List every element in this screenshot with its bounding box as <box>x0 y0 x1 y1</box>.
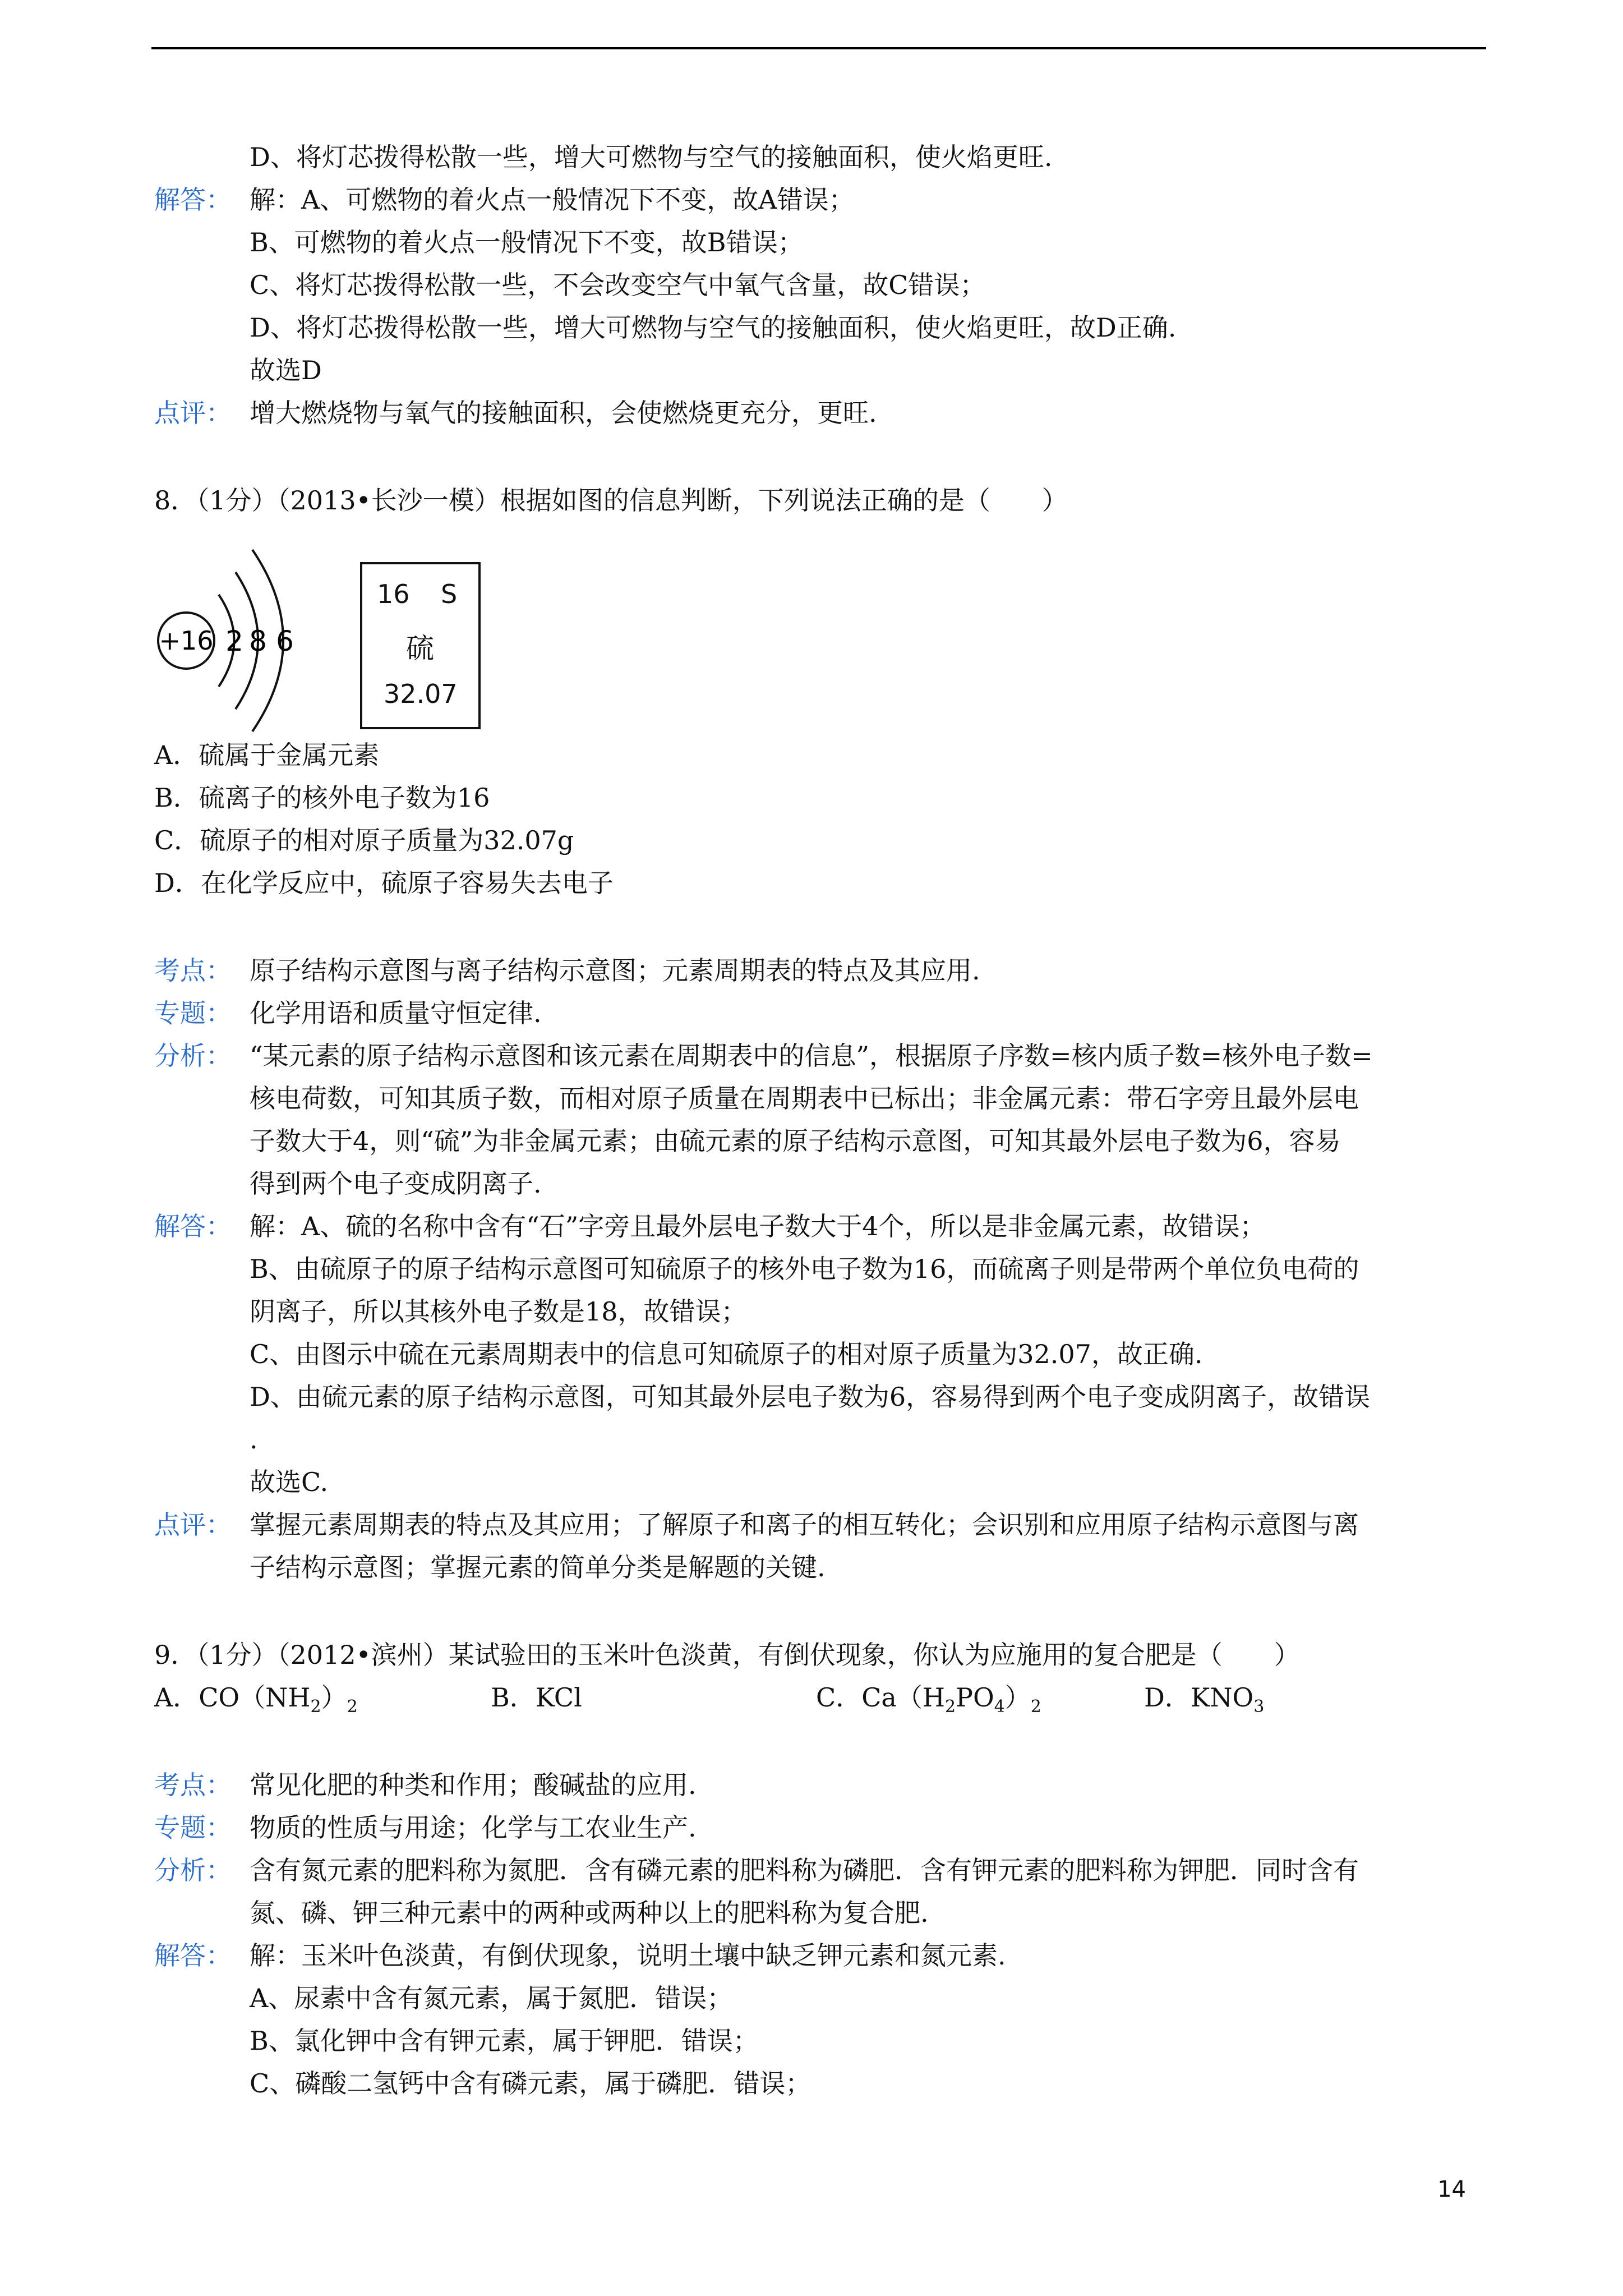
text-line-q7-ans-1 <box>154 183 854 217</box>
periodic-table-tile <box>360 562 481 729</box>
line-text: 故选D <box>250 355 322 385</box>
text-line-q8-ans-1 <box>154 1209 1266 1243</box>
line-text: . <box>250 1424 258 1455</box>
line-text: 8．（1分）（2013•长沙一模）根据如图的信息判断，下列说法正确的是（ ） <box>154 485 1068 516</box>
shell-electrons-3: 6 <box>276 625 294 657</box>
line-text: 核电荷数，可知其质子数，而相对原子质量在周期表中已标出；非金属元素：带石字旁且最外层电 <box>250 1083 1359 1114</box>
line-text: 子数大于4，则“硫”为非金属元素；由硫元素的原子结构示意图，可知其最外层电子数为6，容易 <box>250 1126 1341 1156</box>
line-text: C．Ca（H <box>816 1682 945 1713</box>
line-text: 得到两个电子变成阴离子. <box>250 1168 542 1199</box>
section-label: 分析： <box>154 1855 232 1885</box>
line-text: D、由硫元素的原子结构示意图，可知其最外层电子数为6，容易得到两个电子变成阴离子，故错误 <box>250 1382 1371 1412</box>
text-line-q9-ans-1 <box>154 1939 1006 1972</box>
text-line-q9-optD <box>1144 1681 1265 1717</box>
line-text: B．KCl <box>491 1682 582 1713</box>
text-line-q9-fenxi-2 <box>250 1896 929 1930</box>
line-text: D、将灯芯拨得松散一些，增大可燃物与空气的接触面积，使火焰更旺. <box>250 142 1053 172</box>
line-text: 解：A、硫的名称中含有“石”字旁且最外层电子数大于4个，所以是非金属元素，故错误； <box>250 1211 1266 1241</box>
text-line-q9-ans-2 <box>250 1981 732 2015</box>
section-label: 考点： <box>154 955 232 986</box>
line-text: D．在化学反应中，硫原子容易失去电子 <box>154 868 614 898</box>
line-text: B、由硫原子的原子结构示意图可知硫原子的核外电子数为16，而硫离子则是带两个单位负电荷的 <box>250 1254 1359 1284</box>
text-line-q8-ans-3 <box>250 1295 747 1328</box>
section-label: 考点： <box>154 1770 232 1800</box>
section-label: 解答： <box>154 185 232 215</box>
text-line-q9-optA <box>154 1681 358 1717</box>
text-line-q8-stem <box>154 484 1068 517</box>
text-line-q8-ans-7 <box>250 1465 328 1499</box>
subscript: 3 <box>1253 1697 1265 1717</box>
text-line-q9-ans-3 <box>250 2024 759 2058</box>
text-line-q8-optD <box>154 866 614 900</box>
text-line-q8-optB <box>154 781 490 815</box>
text-line-q7-ans-2 <box>250 226 804 259</box>
line-text: 原子结构示意图与离子结构示意图；元素周期表的特点及其应用. <box>250 955 980 986</box>
line-text: C、由图示中硫在元素周期表中的信息可知硫原子的相对原子质量为32.07，故正确. <box>250 1339 1203 1369</box>
section-label: 分析： <box>154 1041 232 1071</box>
line-text: 增大燃烧物与氧气的接触面积，会使燃烧更充分，更旺. <box>250 398 877 428</box>
text-line-q7-ans-4 <box>250 311 1176 344</box>
subscript: 2 <box>1030 1697 1041 1717</box>
text-line-q8-optC <box>154 823 574 857</box>
text-line-q9-zhuanti <box>154 1811 697 1844</box>
text-line-q8-zhuanti <box>154 996 542 1030</box>
text-line-q8-ans-5 <box>250 1380 1370 1414</box>
text-line-q7-comment <box>154 396 877 430</box>
line-text: B．硫离子的核外电子数为16 <box>154 783 490 813</box>
shell-electrons-2: 8 <box>249 625 267 657</box>
line-text: 含有氮元素的肥料称为氮肥．含有磷元素的肥料称为磷肥．含有钾元素的肥料称为钾肥．同时含有 <box>250 1855 1359 1885</box>
line-text: 物质的性质与用途；化学与工农业生产. <box>250 1812 697 1843</box>
line-text: D．KNO <box>1144 1682 1254 1713</box>
section-label: 点评： <box>154 1510 232 1540</box>
line-text: B、可燃物的着火点一般情况下不变，故B错误； <box>250 227 804 257</box>
line-text: 解：玉米叶色淡黄，有倒伏现象，说明土壤中缺乏钾元素和氮元素. <box>250 1940 1006 1971</box>
line-text: A．CO（NH <box>154 1682 311 1713</box>
text-line-q8-ans-2 <box>250 1252 1359 1286</box>
line-text: 子结构示意图；掌握元素的简单分类是解题的关键. <box>250 1552 826 1582</box>
text-line-q8-fenxi-1 <box>154 1039 1373 1073</box>
section-label: 点评： <box>154 398 232 428</box>
text-line-q9-ans-4 <box>250 2067 811 2100</box>
nucleus-charge: +16 <box>159 625 214 656</box>
section-label: 解答： <box>154 1211 232 1241</box>
subscript: 4 <box>994 1697 1005 1717</box>
text-line-q8-optA <box>154 738 379 772</box>
atom-structure-diagram <box>151 544 336 738</box>
text-line-q8-comment-1 <box>154 1508 1359 1542</box>
text-line-q8-ans-6 <box>250 1423 258 1456</box>
text-line-q9-fenxi-1 <box>154 1853 1359 1887</box>
line-text: ） <box>1004 1682 1031 1713</box>
line-text: 9．（1分）（2012•滨州）某试验田的玉米叶色淡黄，有倒伏现象，你认为应施用的复合肥是（ ） <box>154 1640 1300 1670</box>
text-line-q8-comment-2 <box>250 1550 826 1584</box>
line-text: 阴离子，所以其核外电子数是18，故错误； <box>250 1296 747 1327</box>
subscript: 2 <box>944 1697 956 1717</box>
atomic-mass: 32.07 <box>384 679 458 709</box>
line-text: 氮、磷、钾三种元素中的两种或两种以上的肥料称为复合肥. <box>250 1898 929 1928</box>
line-text: 故选C. <box>250 1467 329 1497</box>
line-text: A．硫属于金属元素 <box>154 740 380 770</box>
line-text: 掌握元素周期表的特点及其应用；了解原子和离子的相互转化；会识别和应用原子结构示意图与离 <box>250 1510 1359 1540</box>
element-name: 硫 <box>406 632 434 665</box>
text-line-q7-ans-5 <box>250 353 322 387</box>
line-text: C、磷酸二氢钙中含有磷元素，属于磷肥．错误； <box>250 2068 811 2099</box>
page-number: 14 <box>1437 2177 1466 2202</box>
section-label: 专题： <box>154 1812 232 1843</box>
text-line-q9-stem <box>154 1638 1300 1672</box>
text-line-q7-ans-3 <box>250 268 985 302</box>
line-text: C、将灯芯拨得松散一些，不会改变空气中氧气含量，故C错误； <box>250 270 986 300</box>
subscript: 2 <box>347 1697 358 1717</box>
text-line-q8-ans-4 <box>250 1337 1203 1371</box>
line-text: ） <box>321 1682 347 1713</box>
text-line-q9-optB <box>491 1681 582 1714</box>
text-line-q8-fenxi-2 <box>250 1082 1359 1115</box>
line-text: B、氯化钾中含有钾元素，属于钾肥．错误； <box>250 2026 759 2056</box>
text-line-q9-kaodian <box>154 1768 697 1802</box>
section-label: 解答： <box>154 1940 232 1971</box>
line-text: 常见化肥的种类和作用；酸碱盐的应用. <box>250 1770 697 1800</box>
shell-electrons-1: 2 <box>225 625 243 657</box>
section-label: 专题： <box>154 998 232 1028</box>
text-line-q8-fenxi-4 <box>250 1167 542 1200</box>
header-rule <box>151 47 1486 49</box>
line-text: D、将灯芯拨得松散一些，增大可燃物与空气的接触面积，使火焰更旺，故D正确. <box>250 312 1177 343</box>
line-text: A、尿素中含有氮元素，属于氮肥．错误； <box>250 1983 733 2013</box>
subscript: 2 <box>310 1697 321 1717</box>
text-line-q7-optD <box>250 140 1053 174</box>
text-line-q8-kaodian <box>154 954 980 987</box>
line-text: “某元素的原子结构示意图和该元素在周期表中的信息”，根据原子序数=核内质子数=核外电子数= <box>250 1041 1373 1071</box>
line-text: 解：A、可燃物的着火点一般情况下不变，故A错误； <box>250 185 855 215</box>
text-line-q9-optC <box>816 1681 1041 1717</box>
element-symbol: S <box>441 579 458 609</box>
line-text: 化学用语和质量守恒定律. <box>250 998 542 1028</box>
atomic-number: 16 <box>377 579 410 609</box>
line-text: C．硫原子的相对原子质量为32.07g <box>154 825 574 855</box>
line-text: PO <box>956 1682 994 1713</box>
text-line-q8-fenxi-3 <box>250 1124 1341 1158</box>
